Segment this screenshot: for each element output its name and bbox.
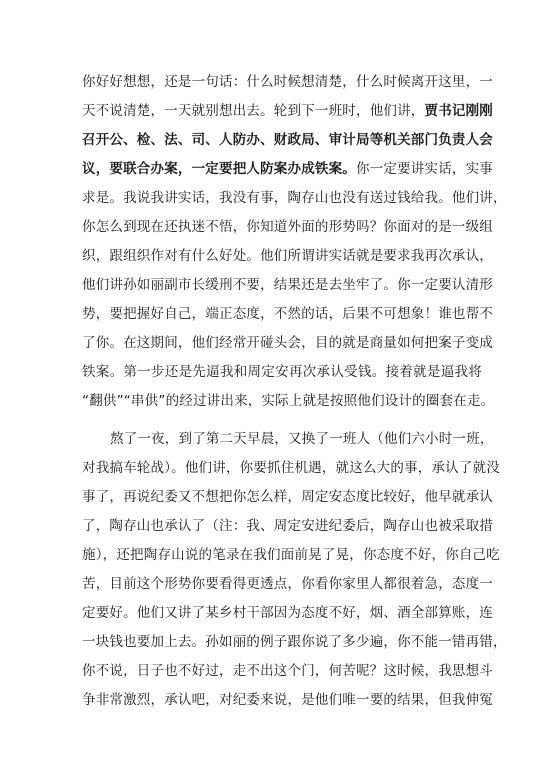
paragraph-2 — [82, 425, 507, 715]
text-run: 一块钱也要加上去。孙如丽的例子跟你说了多少遍，你不能一错再错， — [82, 634, 507, 650]
text-line — [82, 387, 495, 416]
text-line — [82, 271, 493, 300]
bold-text-run: 议，要联合办案，一定要把人防案办成铁案。 — [82, 161, 356, 177]
text-run: 铁案。第一步还是先逼我和周定安再次承认受钱。接着就是逼我将 — [82, 364, 482, 380]
text-line — [82, 599, 493, 628]
text-run: 了你。在这期间，他们经常开碰头会，目的就是商量如何把案子变成 — [82, 335, 493, 351]
text-line — [82, 541, 500, 570]
text-line — [82, 155, 493, 184]
text-run: 你好好想想，还是一句话：什么时候想清楚，什么时候离开这里，一 — [82, 74, 493, 90]
text-line — [82, 184, 507, 213]
text-run: 势，要把握好自己，端正态度，不然的话，后果不可想象！谁也帮不 — [82, 306, 493, 322]
text-line — [82, 483, 493, 512]
text-line — [82, 425, 494, 454]
text-run: 争非常激烈，承认吧，对纪委来说，是他们唯一要的结果，但我伸冤 — [82, 692, 493, 708]
bold-text-run: 召开公、检、法、司、人防办、财政局、审计局等机关部门负责人会 — [82, 132, 493, 148]
text-run: 施），还把陶存山说的笔录在我们面前晃了晃，你态度不好，你自己吃 — [82, 547, 500, 563]
paragraph-1 — [82, 68, 507, 416]
text-line — [82, 686, 493, 715]
text-run: 你不说，日子也不好过，走不出这个门，何苦呢？这时候，我思想斗 — [82, 663, 493, 679]
text-line — [82, 454, 500, 483]
text-run: 熬了一夜，到了第二天早晨，又换了一班人（他们六小时一班， — [110, 431, 494, 447]
text-run: 苦，目前这个形势你要看得更透点，你看你家里人都很着急，态度一 — [82, 576, 493, 592]
text-run: 你怎么到现在还执迷不悟，你知道外面的形势吗？你面对的是一级组 — [82, 219, 493, 235]
text-run: 事了，再说纪委又不想把你怎么样，周定安态度比较好，他早就承认 — [82, 489, 493, 505]
text-line — [82, 358, 482, 387]
text-line — [82, 242, 493, 271]
text-line — [82, 570, 493, 599]
text-line — [82, 97, 493, 126]
text-run: 织，跟组织作对有什么好处。他们所谓讲实话就是要求我再次承认， — [82, 248, 493, 264]
text-run: 你一定要讲实话，实事 — [356, 161, 493, 177]
text-run: 定要好。他们又讲了某乡村干部因为态度不好，烟、酒全部算账，连 — [82, 605, 493, 621]
text-run: 了，陶存山也承认了（注：我、周定安进纪委后，陶存山也被采取措 — [82, 518, 493, 534]
text-run: 他们讲孙如丽副市长缓刑不要，结果还是去坐牢了。你一定要认清形 — [82, 277, 493, 293]
text-line — [82, 657, 493, 686]
text-line — [82, 329, 493, 358]
text-line — [82, 213, 493, 242]
text-line — [82, 512, 493, 541]
text-line — [82, 628, 507, 657]
text-line — [82, 126, 493, 155]
text-run: 天不说清楚，一天就别想出去。轮到下一班时，他们讲， — [82, 103, 425, 119]
text-run: 对我搞车轮战）。他们讲，你要抓住机遇，就这么大的事，承认了就没 — [82, 460, 500, 476]
text-line — [82, 300, 493, 329]
text-line — [82, 68, 493, 97]
text-run: 求是。我说我讲实话，我没有事，陶存山也没有送过钱给我。他们讲， — [82, 190, 507, 206]
text-run: “翻供”“串供”的经过讲出来，实际上就是按照他们设计的圈套在走。 — [82, 393, 495, 409]
bold-text-run: 贾书记刚刚 — [424, 103, 493, 119]
